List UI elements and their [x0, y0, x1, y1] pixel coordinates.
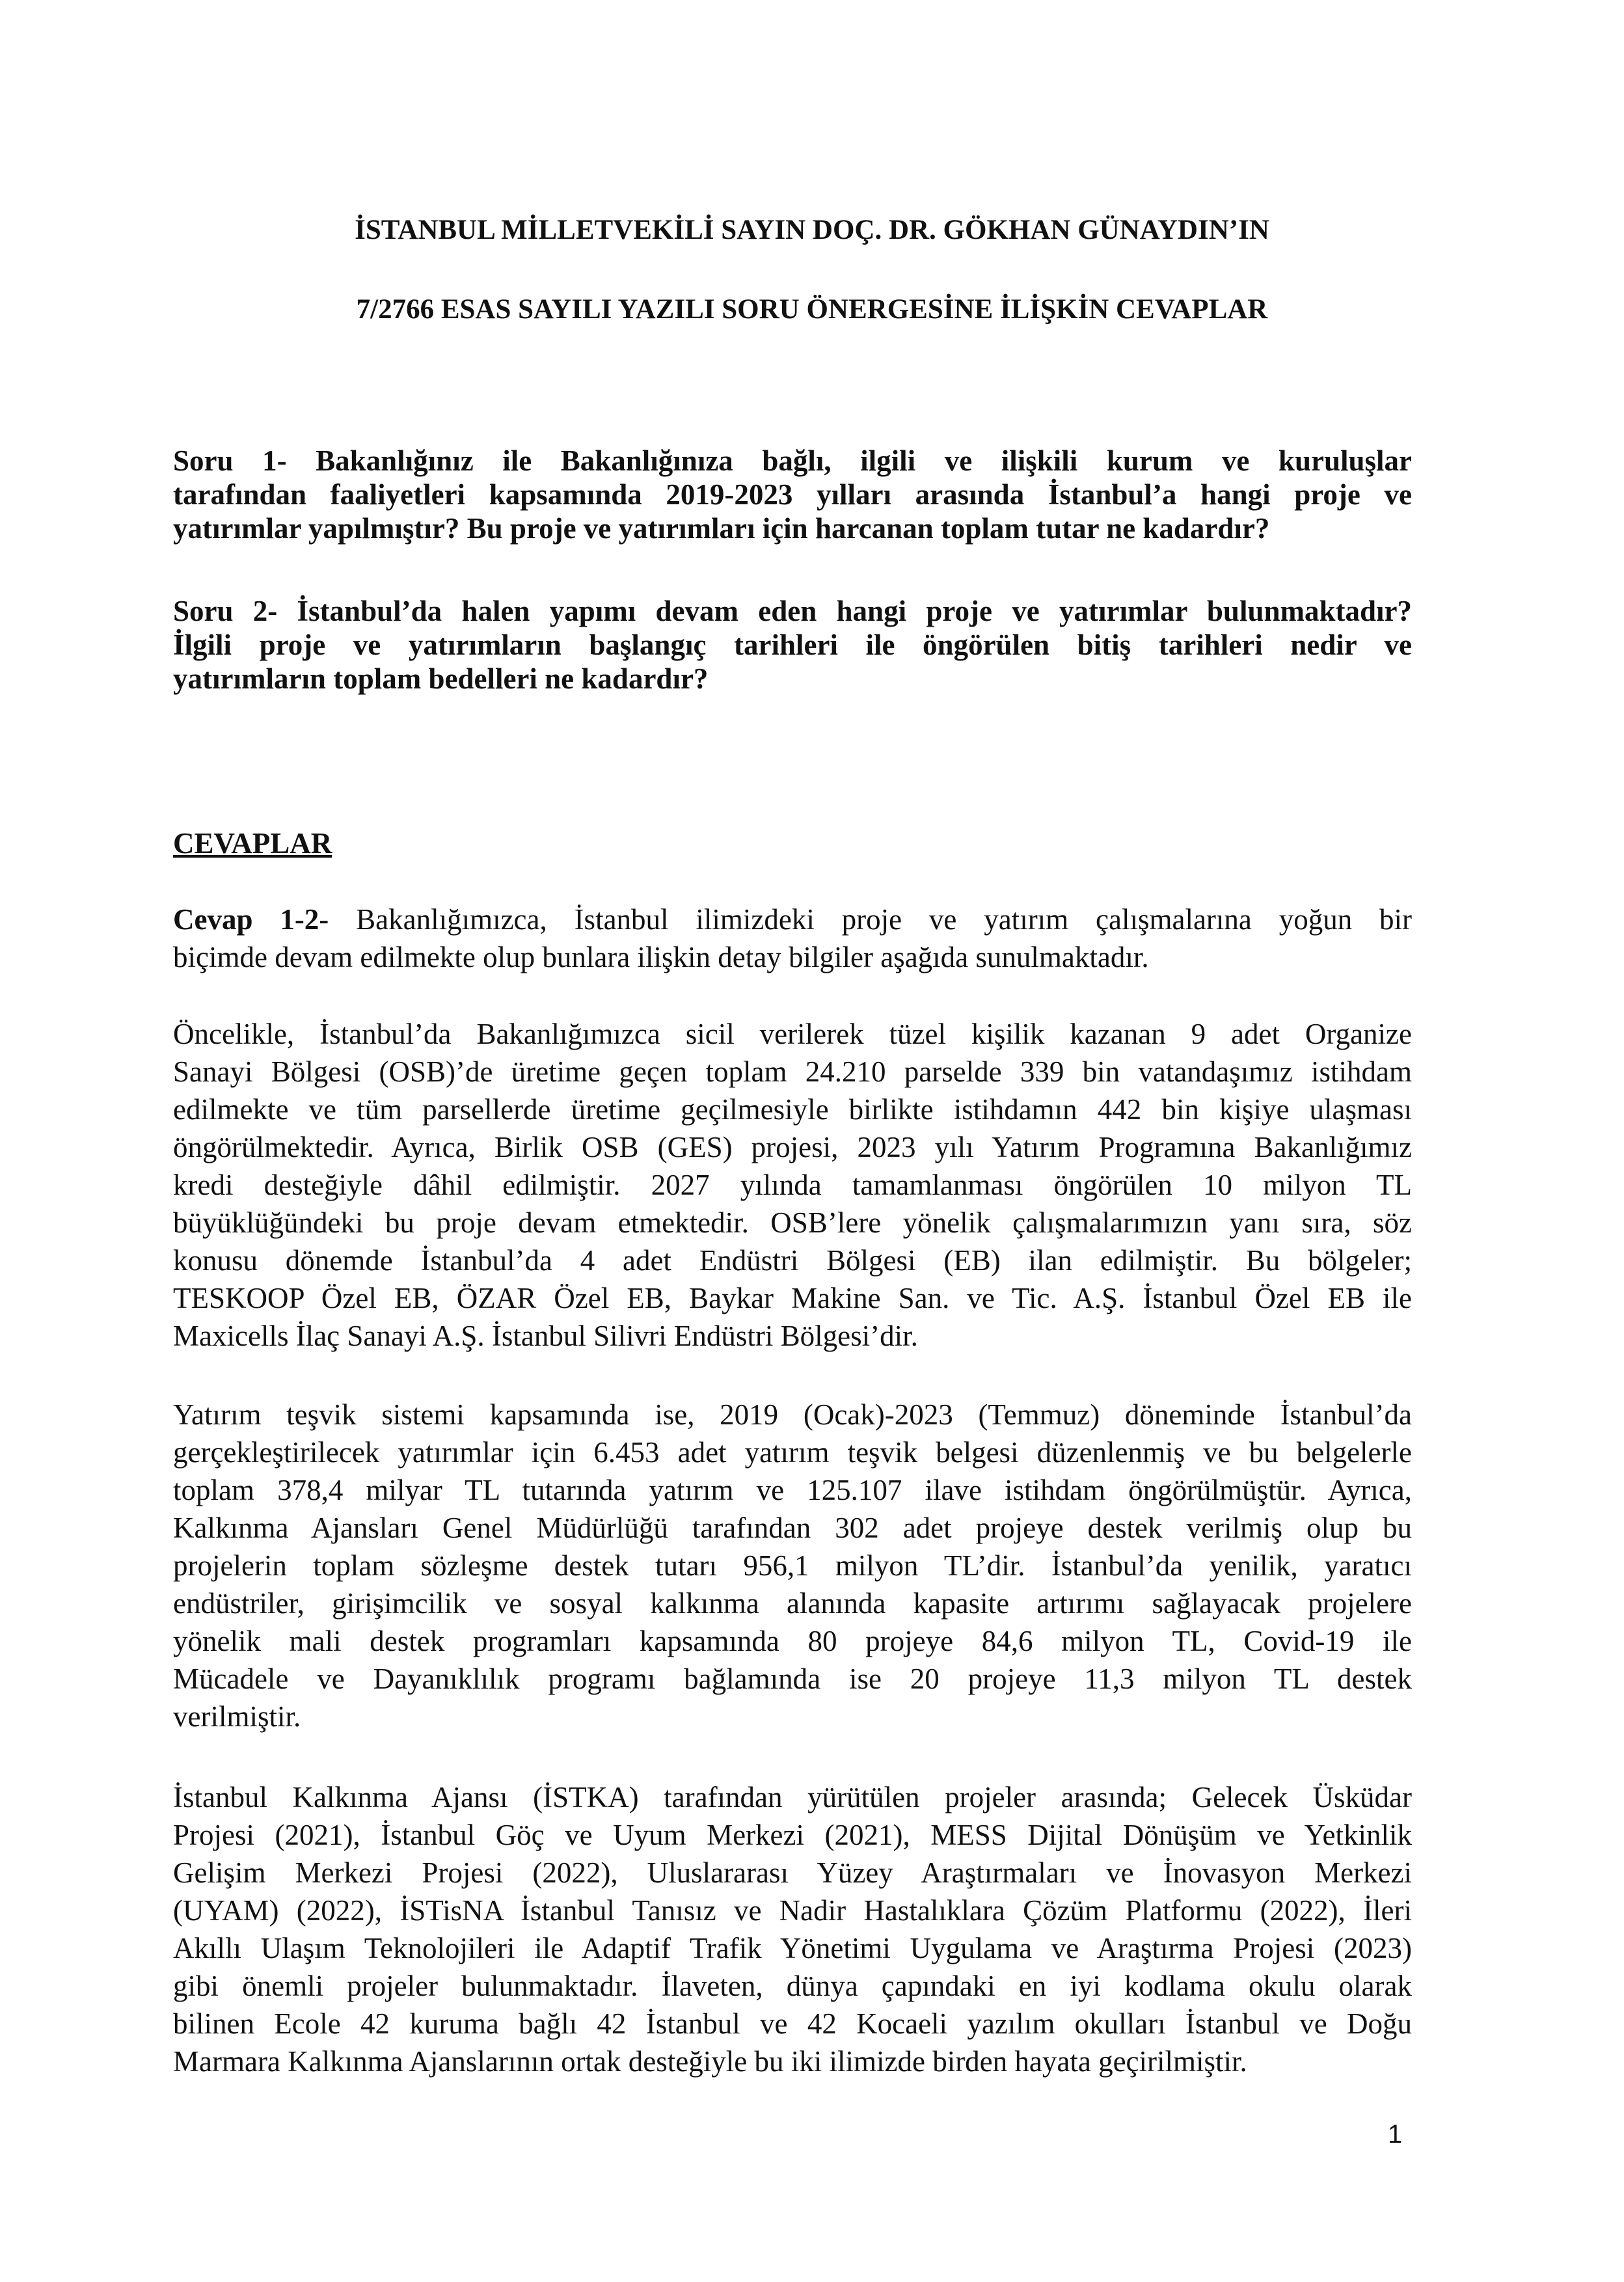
answer-paragraph-line: verilmiştir.	[173, 1700, 301, 1733]
answer-paragraph-line: toplam 378,4 milyar TL tutarında yatırım ve 125.107 ilave istihdam öngörülmüştür. Ayrıca,	[173, 1474, 1412, 1506]
answer-paragraph-line: gibi önemli projeler bulunmaktadır. İlaveten, dünya çapındaki en iyi kodlama okulu olarak	[173, 1970, 1412, 2002]
answer-paragraph-line: Kalkınma Ajansları Genel Müdürlüğü tarafından 302 adet projeye destek verilmiş olup bu	[173, 1512, 1412, 1544]
answer-label: Cevap 1-2-	[173, 903, 329, 936]
answer-paragraph-line: büyüklüğündeki bu proje devam etmektedir. OSB’lere yönelik çalışmalarımızın yanı sıra, söz	[173, 1206, 1412, 1239]
answer-paragraph-line: öngörülmektedir. Ayrıca, Birlik OSB (GES) projesi, 2023 yılı Yatırım Programına Bakanlığımız	[173, 1131, 1412, 1163]
answer-paragraph-line: Yatırım teşvik sistemi kapsamında ise, 2019 (Ocak)-2023 (Temmuz) döneminde İstanbul’da	[173, 1398, 1412, 1431]
answer-paragraph-line	[173, 901, 1412, 938]
answer-paragraph-line: Projesi (2021), İstanbul Göç ve Uyum Merkezi (2021), MESS Dijital Dönüşüm ve Yetkinlik	[173, 1819, 1412, 1851]
answer-paragraph-line: endüstriler, girişimcilik ve sosyal kalkınma alanında kapasite artırımı sağlayacak projelere	[173, 1587, 1412, 1620]
answer-paragraph-line: Öncelikle, İstanbul’da Bakanlığımızca sicil verilerek tüzel kişilik kazanan 9 adet Organize	[173, 1018, 1412, 1050]
answer-paragraph-line: Sanayi Bölgesi (OSB)’de üretime geçen toplam 24.210 parselde 339 bin vatandaşımız istihdam	[173, 1055, 1412, 1088]
question-2-line: İlgili proje ve yatırımların başlangıç tarihleri ile öngörülen bitiş tarihleri nedir ve	[173, 629, 1412, 661]
question-1-line: yatırımlar yapılmıştır? Bu proje ve yatırımları için harcanan toplam tutar ne kadardır?	[173, 512, 1270, 545]
document-title-line-2: 7/2766 ESAS SAYILI YAZILI SORU ÖNERGESİNE İLİŞKİN CEVAPLAR	[356, 294, 1268, 325]
answer-paragraph-line: Akıllı Ulaşım Teknolojileri ile Adaptif Trafik Yönetimi Uygulama ve Araştırma Projesi (2023)	[173, 1932, 1412, 1964]
question-1-line: Soru 1- Bakanlığınız ile Bakanlığınıza bağlı, ilgili ve ilişkili kurum ve kuruluşlar	[173, 444, 1412, 477]
answer-paragraph-line: projelerin toplam sözleşme destek tutarı 956,1 milyon TL’dir. İstanbul’da yenilik, yaratıcı	[173, 1549, 1412, 1582]
question-2	[173, 594, 1412, 696]
answer-paragraph-4	[173, 1778, 1412, 2080]
answer-paragraph-line: bilinen Ecole 42 kuruma bağlı 42 İstanbul ve 42 Kocaeli yazılım okulları İstanbul ve Doğu	[173, 2007, 1412, 2040]
answer-paragraph-line: Maxicells İlaç Sanayi A.Ş. İstanbul Silivri Endüstri Bölgesi’dir.	[173, 1320, 918, 1352]
answer-paragraph-line: Mücadele ve Dayanıklılık programı bağlamında ise 20 projeye 11,3 milyon TL destek	[173, 1663, 1412, 1695]
question-1	[173, 444, 1412, 545]
answer-paragraph-line: yönelik mali destek programları kapsamında 80 projeye 84,6 milyon TL, Covid-19 ile	[173, 1625, 1412, 1657]
answer-paragraph-line: TESKOOP Özel EB, ÖZAR Özel EB, Baykar Makine San. ve Tic. A.Ş. İstanbul Özel EB ile	[173, 1282, 1412, 1314]
answer-paragraph-line: gerçekleştirilecek yatırımlar için 6.453 adet yatırım teşvik belgesi düzenlenmiş ve bu belgelerle	[173, 1436, 1412, 1469]
answer-paragraph-line: Marmara Kalkınma Ajanslarının ortak desteğiyle bu iki ilimizde birden hayata geçirilmiştir.	[173, 2045, 1247, 2078]
answer-paragraph-line: İstanbul Kalkınma Ajansı (İSTKA) tarafından yürütülen projeler arasında; Gelecek Üsküdar	[173, 1781, 1412, 1813]
answer-paragraph-line: Gelişim Merkezi Projesi (2022), Uluslararası Yüzey Araştırmaları ve İnovasyon Merkezi	[173, 1856, 1412, 1889]
question-2-line: Soru 2- İstanbul’da halen yapımı devam eden hangi proje ve yatırımlar bulunmaktadır?	[173, 595, 1412, 627]
answer-paragraph-line: (UYAM) (2022), İSTisNA İstanbul Tanısız ve Nadir Hastalıklara Çözüm Platformu (2022), İleri	[173, 1894, 1412, 1927]
answer-paragraph-2	[173, 1015, 1412, 1355]
question-2-line: yatırımların toplam bedelleri ne kadardır?	[173, 662, 709, 695]
document-title-line-1: İSTANBUL MİLLETVEKİLİ SAYIN DOÇ. DR. GÖKHAN GÜNAYDIN’IN	[355, 215, 1269, 245]
question-1-line: tarafından faaliyetleri kapsamında 2019-2023 yılları arasında İstanbul’a hangi proje ve	[173, 478, 1412, 511]
answers-heading: CEVAPLAR	[173, 827, 332, 860]
answer-paragraph-line: kredi desteğiyle dâhil edilmiştir. 2027 yılında tamamlanması öngörülen 10 milyon TL	[173, 1169, 1412, 1201]
answer-paragraph-line: konusu dönemde İstanbul’da 4 adet Endüstri Bölgesi (EB) ilan edilmiştir. Bu bölgeler;	[173, 1244, 1412, 1277]
answer-paragraph-line-text: Bakanlığımızca, İstanbul ilimizdeki proje ve yatırım çalışmalarına yoğun bir	[329, 903, 1412, 936]
answer-paragraph-line: biçimde devam edilmekte olup bunlara ilişkin detay bilgiler aşağıda sunulmaktadır.	[173, 941, 1149, 973]
answer-paragraph-line: edilmekte ve tüm parsellerde üretime geçilmesiyle birlikte istihdamın 442 bin kişiye ulaşması	[173, 1093, 1412, 1126]
page-number: 1	[1388, 2120, 1403, 2149]
answer-paragraph-1	[173, 901, 1412, 976]
answer-paragraph-3	[173, 1396, 1412, 1735]
